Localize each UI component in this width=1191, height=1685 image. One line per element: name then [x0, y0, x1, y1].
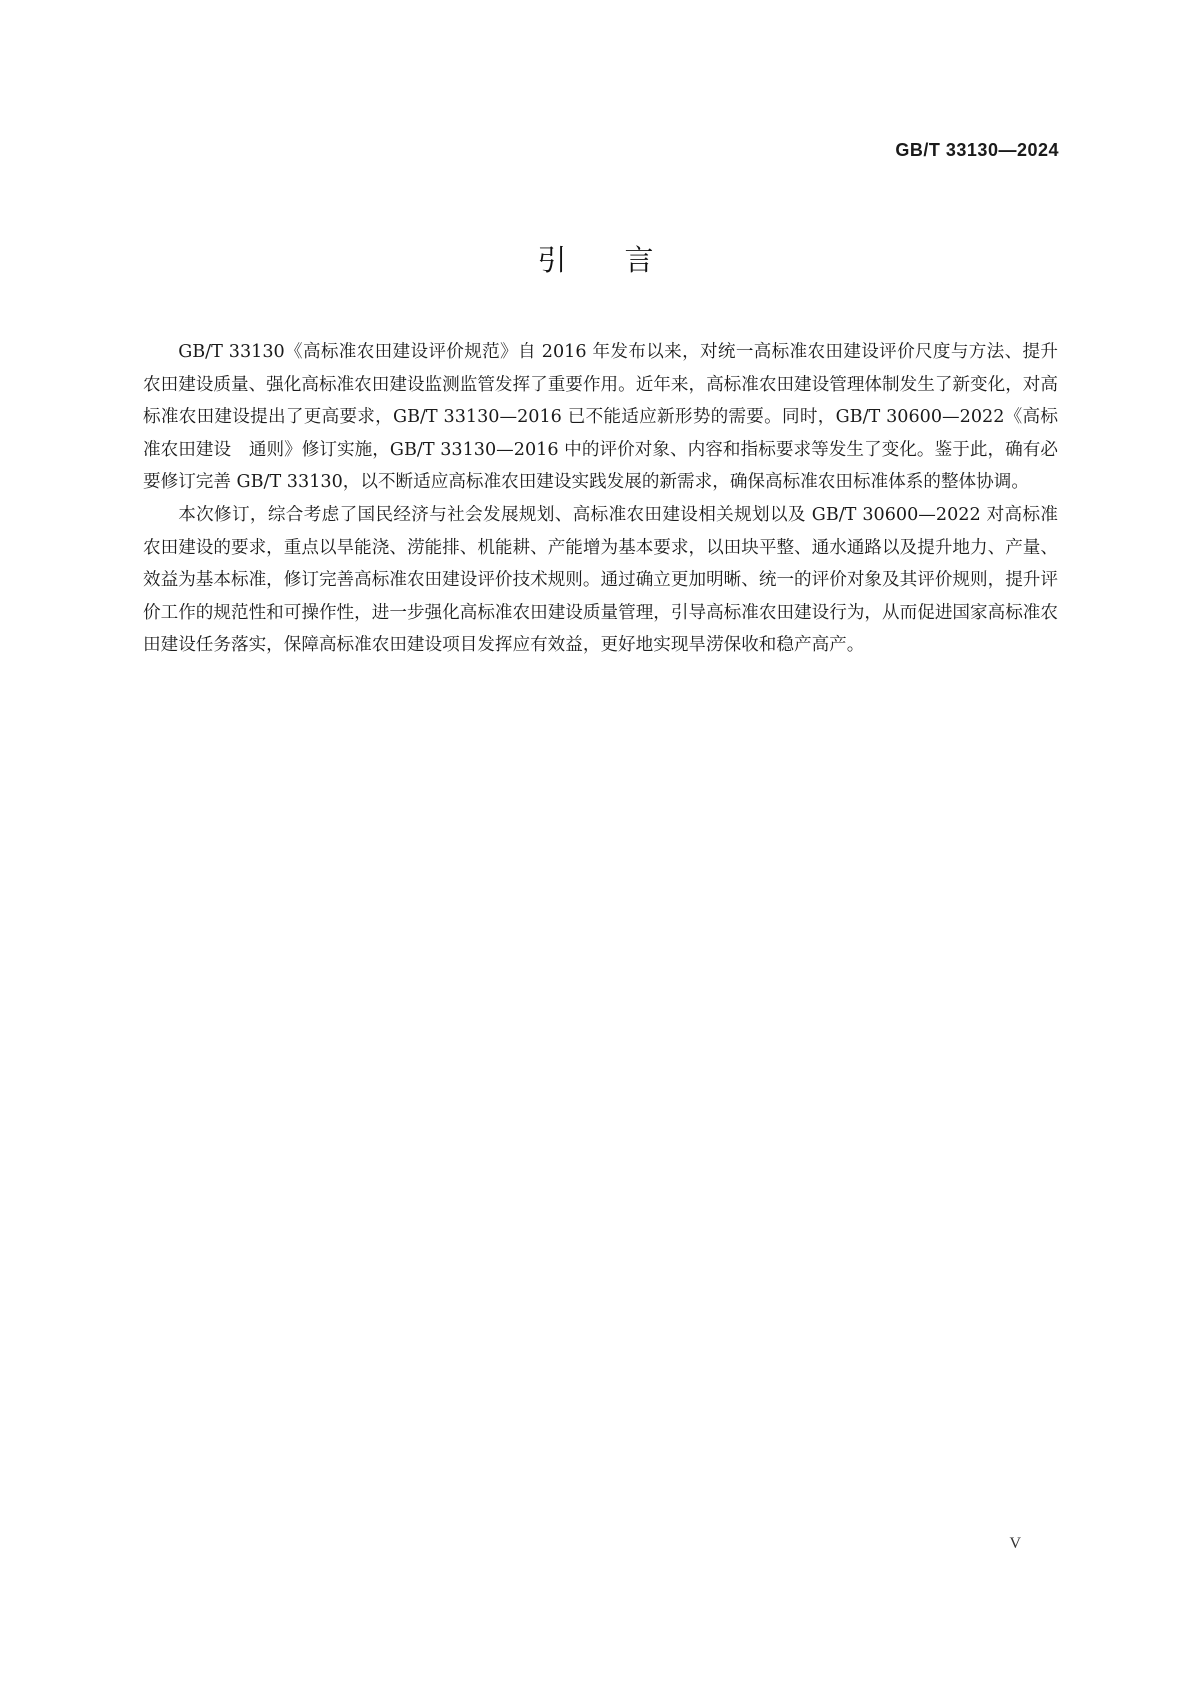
- page-title: 引言: [537, 243, 712, 277]
- body-text: [143, 336, 1058, 662]
- page-number: V: [1009, 1535, 1021, 1552]
- paragraph-1: GB/T 33130《高标准农田建设评价规范》自 2016 年发布以来，对统一高标准农田建设评价尺度与方法、提升农田建设质量、强化高标准农田建设监测监管发挥了重要作用。近年来，高标准农田建设管理体制发生了新变化，对高标准农田建设提出了更高要求，GB/T 33130—2016 已不能适应新形势的需要。同时，GB/T 30600—2022《高标准农田建设 通则》修订实施，GB/T 33130—2016 中的评价对象、内容和指标要求等发生了变化。鉴于此，确有必要修订完善 GB/T 33130，以不断适应高标准农田建设实践发展的新需求，确保高标准农田标准体系的整体协调。: [143, 342, 1058, 493]
- standard-code: GB/T 33130—2024: [895, 140, 1059, 160]
- paragraph-2: 本次修订，综合考虑了国民经济与社会发展规划、高标准农田建设相关规划以及 GB/T 30600—2022 对高标准农田建设的要求，重点以旱能浇、涝能排、机能耕、产能增为基本要求，以田块平整、通水通路以及提升地力、产量、效益为基本标准，修订完善高标准农田建设评价技术规则。通过确立更加明晰、统一的评价对象及其评价规则，提升评价工作的规范性和可操作性，进一步强化高标准农田建设质量管理，引导高标准农田建设行为，从而促进国家高标准农田建设任务落实，保障高标准农田建设项目发挥应有效益，更好地实现旱涝保收和稳产高产。: [143, 504, 1058, 656]
